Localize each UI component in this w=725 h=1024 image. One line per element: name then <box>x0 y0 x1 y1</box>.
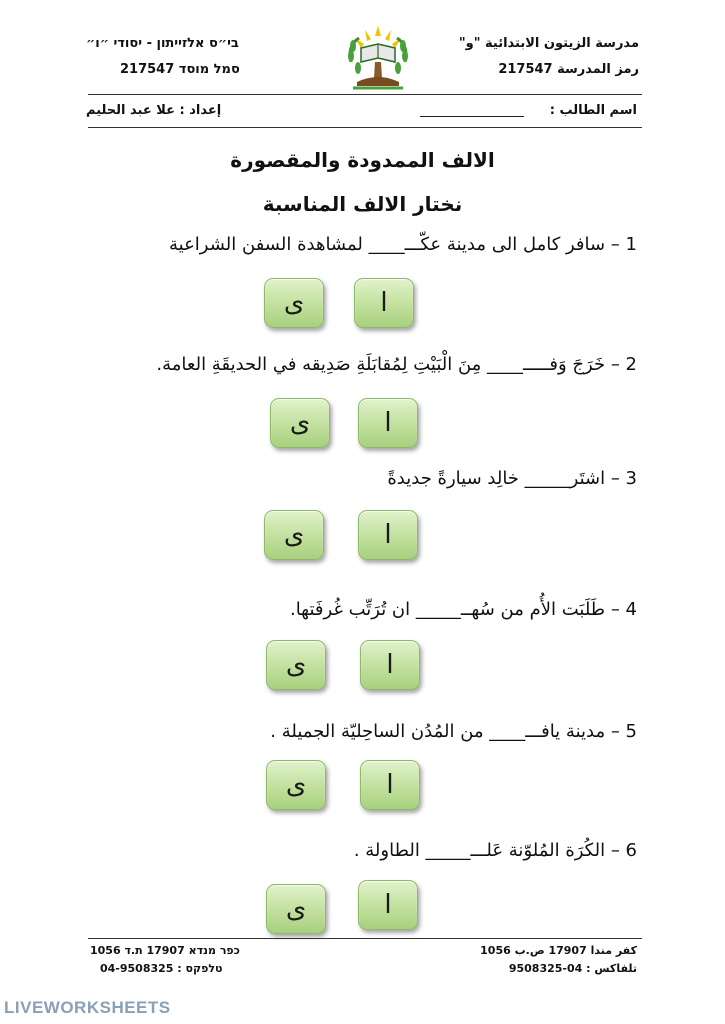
question-2-option-alef[interactable]: ا <box>358 398 418 448</box>
question-4-option-alef-maqsura[interactable]: ى <box>266 640 326 690</box>
question-6-option-alef-maqsura[interactable]: ى <box>266 884 326 934</box>
footer-arabic-address: كفر مندا 17907 ص.ب 1056 <box>480 944 637 957</box>
page-title: الالف الممدودة والمقصورة <box>230 148 495 172</box>
question-1-text: 1 – سافر كامل الى مدينة عكّـــ____ لمشاهدة السفن الشراعية <box>168 234 637 255</box>
question-6-text: 6 – الكُرَة المُلوّنة عَلـــ_____ الطاولة . <box>353 840 637 861</box>
question-1-option-alef-maqsura[interactable]: ى <box>264 278 324 328</box>
page-subtitle: نختار الالف المناسبة <box>262 192 463 216</box>
header-arabic-school: مدرسة الزيتون الابتدائية "و" <box>458 36 639 51</box>
student-name-label: اسم الطالب : <box>549 103 637 118</box>
question-2-text: 2 – خَرَجَ وَفـــــ____ مِنَ الْبَيْتِ لِمُقابَلَةِ صَدِيقه في الحديقَةِ العامة. <box>156 354 637 375</box>
footer-divider <box>88 938 642 939</box>
question-4-text: 4 – طَلَبَت الأُم من سُهــ_____ ان تُرَتِّب غُرفَتها. <box>289 599 637 620</box>
header-arabic-code: رمز المدرسة 217547 <box>498 62 639 77</box>
header-hebrew-school: בי״ס אלזייתון - יסודי ״ו״ <box>86 36 239 51</box>
question-3-option-alef[interactable]: ا <box>358 510 418 560</box>
question-5-option-alef[interactable]: ا <box>360 760 420 810</box>
question-2-option-alef-maqsura[interactable]: ى <box>270 398 330 448</box>
question-6-option-alef[interactable]: ا <box>358 880 418 930</box>
question-5-text: 5 – مدينة يافـــ____ من المُدُن الساحِليّة الجميلة . <box>270 721 637 742</box>
question-3-text: 3 – اشتَر_____ خالِد سيارةً جديدةً <box>387 468 637 489</box>
school-logo-icon <box>337 22 419 94</box>
header-divider <box>88 94 642 95</box>
liveworksheets-brand[interactable]: LIVEWORKSHEETS <box>4 998 171 1017</box>
question-1-option-alef[interactable]: ا <box>354 278 414 328</box>
question-5-option-alef-maqsura[interactable]: ى <box>266 760 326 810</box>
student-name-field[interactable]: ________________ <box>420 103 524 118</box>
footer-hebrew-phone: טלפקס : 04-9508325 <box>100 962 223 975</box>
header-hebrew-code: סמל מוסד 217547 <box>120 62 240 77</box>
student-divider <box>88 127 642 128</box>
question-4-option-alef[interactable]: ا <box>360 640 420 690</box>
footer-hebrew-address: כפר מנדא 17907 ת.ד 1056 <box>90 944 240 957</box>
footer-arabic-phone: تلفاكس : 04-9508325 <box>508 962 637 975</box>
prepared-by: إعداد : علا عبد الحليم <box>86 103 222 118</box>
question-3-option-alef-maqsura[interactable]: ى <box>264 510 324 560</box>
